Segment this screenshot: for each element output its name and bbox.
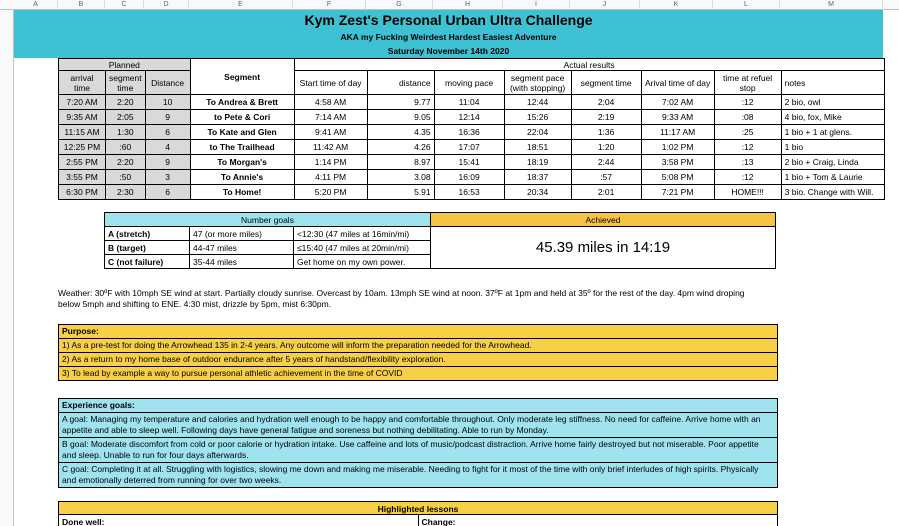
planned-arrival-cell[interactable]: 3:55 PM xyxy=(59,170,106,185)
segment-pace-cell[interactable]: 15:26 xyxy=(504,110,571,125)
goal-c-miles[interactable]: 35-44 miles xyxy=(190,255,294,269)
planned-segment-time-cell[interactable]: 2:20 xyxy=(106,95,146,110)
start-time-cell[interactable]: 4:11 PM xyxy=(294,170,367,185)
segment-name-cell[interactable]: to The Trailhead xyxy=(190,140,294,155)
goal-b-name[interactable]: B (target) xyxy=(105,241,190,255)
notes-cell[interactable]: 2 bio, owl xyxy=(781,95,884,110)
number-goals-header[interactable]: Number goals xyxy=(105,213,431,227)
distance-cell[interactable]: 9.77 xyxy=(367,95,434,110)
distance-cell[interactable]: 4.26 xyxy=(367,140,434,155)
planned-segment-time-cell[interactable]: 2:05 xyxy=(106,110,146,125)
column-header-c[interactable]: C xyxy=(105,0,144,10)
table-row xyxy=(59,185,885,200)
planned-distance-header[interactable]: Distance xyxy=(145,71,190,95)
planned-distance-cell[interactable]: 9 xyxy=(145,155,190,170)
column-header-d[interactable]: D xyxy=(144,0,189,10)
arrival-time-cell[interactable]: 3:58 PM xyxy=(641,155,714,170)
plan-results-table xyxy=(58,58,885,200)
column-header-m[interactable]: M xyxy=(780,0,883,10)
moving-pace-cell[interactable]: 12:14 xyxy=(434,110,504,125)
refuel-time-cell[interactable]: :12 xyxy=(714,140,781,155)
table-row xyxy=(59,155,885,170)
segment-time-cell[interactable]: :57 xyxy=(571,170,641,185)
planned-distance-cell[interactable]: 3 xyxy=(145,170,190,185)
moving-pace-cell[interactable]: 15:41 xyxy=(434,155,504,170)
column-header-j[interactable]: J xyxy=(570,0,640,10)
start-time-cell[interactable]: 4:58 AM xyxy=(294,95,367,110)
goal-c-pace[interactable]: Get home on my own power. xyxy=(294,255,431,269)
column-header-e[interactable]: E xyxy=(189,0,293,10)
start-time-cell[interactable]: 11:42 AM xyxy=(294,140,367,155)
arrival-time-header[interactable]: arrival time xyxy=(59,71,106,95)
experience-goals-panel xyxy=(58,398,778,488)
experience-goal-a[interactable]: A goal: Managing my temperature and calories and hydration well enough to be happy and comfortable throughout. Only moderate leg stiffness. No need for caffeine. Arrive home with an appetite and able to sleep well. Following days have general fatigue and soreness but nothing debilitating. Able to run by Monday. xyxy=(58,413,778,438)
refuel-time-header[interactable]: time at refuel stop xyxy=(714,71,781,95)
notes-cell[interactable]: 1 bio + Tom & Laurie xyxy=(781,170,884,185)
purpose-panel xyxy=(58,324,778,381)
notes-cell[interactable]: 1 bio xyxy=(781,140,884,155)
refuel-time-cell[interactable]: :12 xyxy=(714,95,781,110)
segment-pace-header[interactable]: segment pace (with stopping) xyxy=(504,71,571,95)
refuel-time-cell[interactable]: :08 xyxy=(714,110,781,125)
column-header-h[interactable]: H xyxy=(433,0,503,10)
notes-cell[interactable]: 1 bio + 1 at glens. xyxy=(781,125,884,140)
arrival-time-cell[interactable]: 5:08 PM xyxy=(641,170,714,185)
sheet-title: Kym Zest's Personal Urban Ultra Challenge xyxy=(304,12,593,28)
column-header-g[interactable]: G xyxy=(366,0,433,10)
moving-pace-cell[interactable]: 16:09 xyxy=(434,170,504,185)
segment-header[interactable]: Segment xyxy=(190,59,294,95)
sheet-date: Saturday November 14th 2020 xyxy=(387,46,510,56)
segment-time-cell[interactable]: 1:36 xyxy=(571,125,641,140)
distance-cell[interactable]: 3.08 xyxy=(367,170,434,185)
segment-pace-cell[interactable]: 18:19 xyxy=(504,155,571,170)
planned-distance-cell[interactable]: 4 xyxy=(145,140,190,155)
column-header-l[interactable]: L xyxy=(713,0,780,10)
distance-cell[interactable]: 9.05 xyxy=(367,110,434,125)
moving-pace-cell[interactable]: 16:36 xyxy=(434,125,504,140)
distance-cell[interactable]: 8.97 xyxy=(367,155,434,170)
planned-header[interactable]: Planned xyxy=(59,59,191,71)
moving-pace-header[interactable]: moving pace xyxy=(434,71,504,95)
achieved-value[interactable]: 45.39 miles in 14:19 xyxy=(431,227,776,269)
goal-a-pace[interactable]: <12:30 (47 miles at 16min/mi) xyxy=(294,227,431,241)
segment-pace-cell[interactable]: 18:37 xyxy=(504,170,571,185)
planned-segment-time-cell[interactable]: :60 xyxy=(106,140,146,155)
planned-arrival-cell[interactable]: 12:25 PM xyxy=(59,140,106,155)
segment-name-cell[interactable]: To Home! xyxy=(190,185,294,200)
segment-pace-cell[interactable]: 22:04 xyxy=(504,125,571,140)
arrival-time-cell[interactable]: 9:33 AM xyxy=(641,110,714,125)
moving-pace-cell[interactable]: 17:07 xyxy=(434,140,504,155)
notes-cell[interactable]: 4 bio, fox, Mike xyxy=(781,110,884,125)
distance-header[interactable]: distance xyxy=(367,71,434,95)
segment-name-cell[interactable]: To Morgan's xyxy=(190,155,294,170)
segment-time-cell[interactable]: 2:44 xyxy=(571,155,641,170)
distance-cell[interactable]: 5.91 xyxy=(367,185,434,200)
planned-arrival-cell[interactable]: 6:30 PM xyxy=(59,185,106,200)
lessons-heading[interactable]: Highlighted lessons xyxy=(58,501,778,515)
segment-time-cell[interactable]: 1:20 xyxy=(571,140,641,155)
segment-name-cell[interactable]: to Pete & Cori xyxy=(190,110,294,125)
refuel-time-cell[interactable]: :13 xyxy=(714,155,781,170)
start-time-cell[interactable]: 9:41 AM xyxy=(294,125,367,140)
segment-time-cell[interactable]: 2:04 xyxy=(571,95,641,110)
column-header-k[interactable]: K xyxy=(640,0,713,10)
column-header-a[interactable]: A xyxy=(14,0,58,10)
purpose-item[interactable]: 2) As a return to my home base of outdoor endurance after 5 years of handstand/flexibility exploration. xyxy=(58,353,778,367)
arrival-time-cell[interactable]: 7:21 PM xyxy=(641,185,714,200)
sheet-subtitle: AKA my Fucking Weirdest Hardest Easiest Adventure xyxy=(340,32,557,42)
achieved-header[interactable]: Achieved xyxy=(431,213,776,227)
goal-c-name[interactable]: C (not failure) xyxy=(105,255,190,269)
column-header-i[interactable]: I xyxy=(503,0,570,10)
experience-heading[interactable]: Experience goals: xyxy=(58,398,778,413)
row-header-bar xyxy=(0,10,14,526)
arrival-time-cell[interactable]: 1:02 PM xyxy=(641,140,714,155)
table-row xyxy=(59,95,885,110)
refuel-time-cell[interactable]: :12 xyxy=(714,170,781,185)
goals-table xyxy=(104,212,776,269)
arrival-time-of-day-header[interactable]: Arival time of day xyxy=(641,71,714,95)
experience-goal-c[interactable]: C goal: Completing it at all. Struggling with logistics, slowing me down and making me miserable. Needing to fight for it most of the time with only brief interludes of high spirits. Physically and emotionally deterred from running for over two weeks. xyxy=(58,463,778,488)
table-row xyxy=(59,125,885,140)
goal-b-pace[interactable]: ≤15:40 (47 miles at 20min/mi) xyxy=(294,241,431,255)
segment-pace-cell[interactable]: 20:34 xyxy=(504,185,571,200)
experience-goal-b[interactable]: B goal: Moderate discomfort from cold or poor calorie or hydration intake. Use caffeine and lots of music/podcast distraction. Arrive home fairly destroyed but not miserable. Poor appetite and sleep. Unable to run for four days afterwards. xyxy=(58,438,778,463)
done-well-label[interactable]: Done well: xyxy=(59,515,419,526)
segment-name-cell[interactable]: To Kate and Glen xyxy=(190,125,294,140)
goal-a-name[interactable]: A (stretch) xyxy=(105,227,190,241)
segment-name-cell[interactable]: To Andrea & Brett xyxy=(190,95,294,110)
planned-segment-time-cell[interactable]: 2:30 xyxy=(106,185,146,200)
arrival-time-cell[interactable]: 7:02 AM xyxy=(641,95,714,110)
column-header-b[interactable]: B xyxy=(58,0,105,10)
actual-results-header[interactable]: Actual results xyxy=(294,59,884,71)
segment-time-cell[interactable]: 2:01 xyxy=(571,185,641,200)
goal-a-miles[interactable]: 47 (or more miles) xyxy=(190,227,294,241)
planned-distance-cell[interactable]: 9 xyxy=(145,110,190,125)
segment-pace-cell[interactable]: 18:51 xyxy=(504,140,571,155)
moving-pace-cell[interactable]: 16:53 xyxy=(434,185,504,200)
refuel-time-cell[interactable]: HOME!!! xyxy=(714,185,781,200)
notes-cell[interactable]: 2 bio + Craig, Linda xyxy=(781,155,884,170)
planned-segment-time-cell[interactable]: :50 xyxy=(106,170,146,185)
start-time-cell[interactable]: 7:14 AM xyxy=(294,110,367,125)
planned-segment-time-header[interactable]: segment time xyxy=(106,71,146,95)
purpose-item[interactable]: 3) To lead by example a way to pursue personal athletic achievement in the time of COVID xyxy=(58,367,778,381)
column-header-bar xyxy=(0,0,899,10)
planned-arrival-cell[interactable]: 7:20 AM xyxy=(59,95,106,110)
goal-b-miles[interactable]: 44-47 miles xyxy=(190,241,294,255)
planned-distance-cell[interactable]: 10 xyxy=(145,95,190,110)
notes-header[interactable]: notes xyxy=(781,71,884,95)
segment-time-header[interactable]: segment time xyxy=(571,71,641,95)
segment-pace-cell[interactable]: 12:44 xyxy=(504,95,571,110)
weather-notes[interactable]: Weather: 30ºF with 10mph SE wind at start. Partially cloudy sunrise. Overcast by 10am. 13mph SE wind at noon. 37ºF at 1pm and held at 35º for the rest of the day. 4pm wind droping below 5mph and shifting to ENE. 4:30 mist, drizzle by 5pm, mist 6:30pm. xyxy=(58,288,745,309)
notes-cell[interactable]: 3 bio. Change with Will. xyxy=(781,185,884,200)
start-time-header[interactable]: Start time of day xyxy=(294,71,367,95)
change-label[interactable]: Change: xyxy=(421,517,456,526)
planned-segment-time-cell[interactable]: 2:20 xyxy=(106,155,146,170)
lessons-section xyxy=(58,501,778,526)
segment-name-cell[interactable]: To Annie's xyxy=(190,170,294,185)
arrival-time-cell[interactable]: 11:17 AM xyxy=(641,125,714,140)
table-row xyxy=(59,140,885,155)
segment-time-cell[interactable]: 2:19 xyxy=(571,110,641,125)
start-time-cell[interactable]: 1:14 PM xyxy=(294,155,367,170)
planned-arrival-cell[interactable]: 11:15 AM xyxy=(59,125,106,140)
refuel-time-cell[interactable]: :25 xyxy=(714,125,781,140)
title-band xyxy=(14,10,883,58)
moving-pace-cell[interactable]: 11:04 xyxy=(434,95,504,110)
planned-arrival-cell[interactable]: 9:35 AM xyxy=(59,110,106,125)
planned-arrival-cell[interactable]: 2:55 PM xyxy=(59,155,106,170)
purpose-heading[interactable]: Purpose: xyxy=(58,324,778,339)
table-row xyxy=(59,110,885,125)
planned-segment-time-cell[interactable]: 1:30 xyxy=(106,125,146,140)
start-time-cell[interactable]: 5:20 PM xyxy=(294,185,367,200)
table-row xyxy=(59,170,885,185)
distance-cell[interactable]: 4.35 xyxy=(367,125,434,140)
planned-distance-cell[interactable]: 6 xyxy=(145,185,190,200)
column-header-f[interactable]: F xyxy=(293,0,366,10)
purpose-item[interactable]: 1) As a pre-test for doing the Arrowhead 135 in 2-4 years. Any outcome will inform the preparation needed for the Arrowhead. xyxy=(58,339,778,353)
planned-distance-cell[interactable]: 6 xyxy=(145,125,190,140)
